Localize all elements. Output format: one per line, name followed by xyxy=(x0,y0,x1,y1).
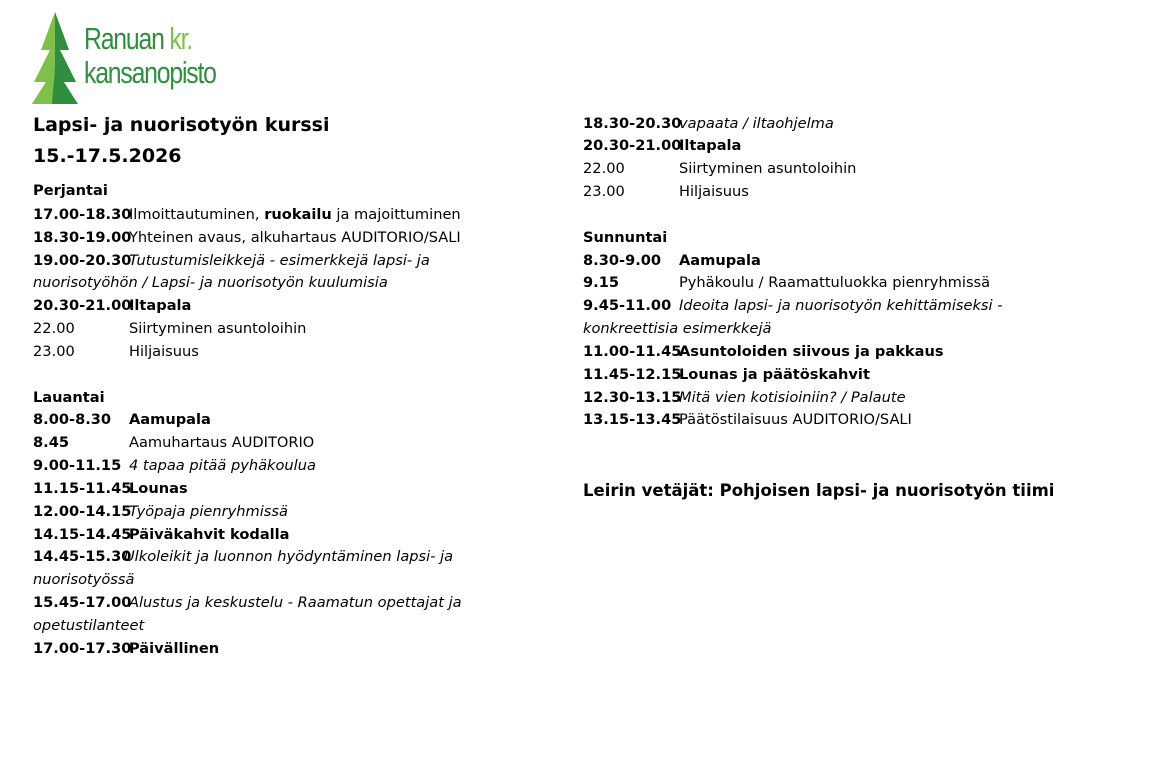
course-dates: 15.-17.5.2026 xyxy=(33,145,182,167)
schedule-row: 15.45-17.00Alustus ja keskustelu - Raamatun opettajat ja xyxy=(33,594,462,611)
schedule-row: 20.30-21.00Iltapala xyxy=(33,297,192,314)
schedule-row-continuation: opetustilanteet xyxy=(33,617,145,634)
schedule-row-continuation: nuorisotyöhön / Lapsi- ja nuorisotyön kuulumisia xyxy=(33,274,388,291)
schedule-row: 8.45 Aamuhartaus AUDITORIO xyxy=(33,434,315,451)
schedule-row: 23.00 Hiljaisuus xyxy=(583,183,749,200)
schedule-row: 23.00 Hiljaisuus xyxy=(33,343,199,360)
logo xyxy=(30,10,250,106)
time: 17.00-18.30 xyxy=(33,206,132,223)
schedule-row: 11.45-12.15Lounas ja päätöskahvit xyxy=(583,366,870,383)
schedule-row: 18.30-20.30vapaata / iltaohjelma xyxy=(583,115,834,132)
schedule-row: 9.45-11.00 Ideoita lapsi- ja nuorisotyön kehittämiseksi - xyxy=(583,297,1003,314)
schedule-row: 9.15 Pyhäkoulu / Raamattuluokka pienryhmissä xyxy=(583,274,991,291)
schedule-row: 12.30-13.15Mitä vien kotisioiniin? / Palaute xyxy=(583,389,906,406)
day-heading-friday: Perjantai xyxy=(33,182,108,199)
schedule-row: 11.00-11.45Asuntoloiden siivous ja pakkaus xyxy=(583,343,944,360)
schedule-row: 17.00-18.30Ilmoittautuminen, ruokailu ja majoittuminen xyxy=(33,203,461,226)
schedule-row-continuation: nuorisotyössä xyxy=(33,571,135,588)
schedule-row: 22.00 Siirtyminen asuntoloihin xyxy=(33,320,307,337)
schedule-row: 18.30-19.00Yhteinen avaus, alkuhartaus AUDITORIO/SALI xyxy=(33,229,461,246)
schedule-row: 14.45-15.30Ulkoleikit ja luonnon hyödyntäminen lapsi- ja xyxy=(33,548,454,565)
schedule-row: 11.15-11.45Lounas xyxy=(33,480,188,497)
schedule-row: 12.00-14.15Työpaja pienryhmissä xyxy=(33,503,288,520)
schedule-row: 14.15-14.45Päiväkahvit kodalla xyxy=(33,526,290,543)
leaders-note: Leirin vetäjät: Pohjoisen lapsi- ja nuorisotyön tiimi xyxy=(583,481,1055,500)
schedule-row-continuation: konkreettisia esimerkkejä xyxy=(583,320,772,337)
schedule-row: 19.00-20.30Tutustumisleikkejä - esimerkkejä lapsi- ja xyxy=(33,252,430,269)
schedule-row: 20.30-21.00Iltapala xyxy=(583,137,742,154)
schedule-row: 8.30-9.00 Aamupala xyxy=(583,252,761,269)
schedule-row: 22.00 Siirtyminen asuntoloihin xyxy=(583,160,857,177)
page-title: Lapsi- ja nuorisotyön kurssi xyxy=(33,114,330,136)
day-heading-sunday: Sunnuntai xyxy=(583,229,668,246)
tree-icon xyxy=(30,10,80,106)
schedule-row: 13.15-13.45Päätöstilaisuus AUDITORIO/SALI xyxy=(583,411,912,428)
schedule-row: 9.00-11.15 4 tapaa pitää pyhäkoulua xyxy=(33,457,316,474)
schedule-row: 17.00-17.30Päivällinen xyxy=(33,640,220,657)
logo-wordmark: Ranuan kr. kansanopisto xyxy=(84,21,216,90)
day-heading-saturday: Lauantai xyxy=(33,389,105,406)
schedule-row: 8.00-8.30 Aamupala xyxy=(33,411,211,428)
